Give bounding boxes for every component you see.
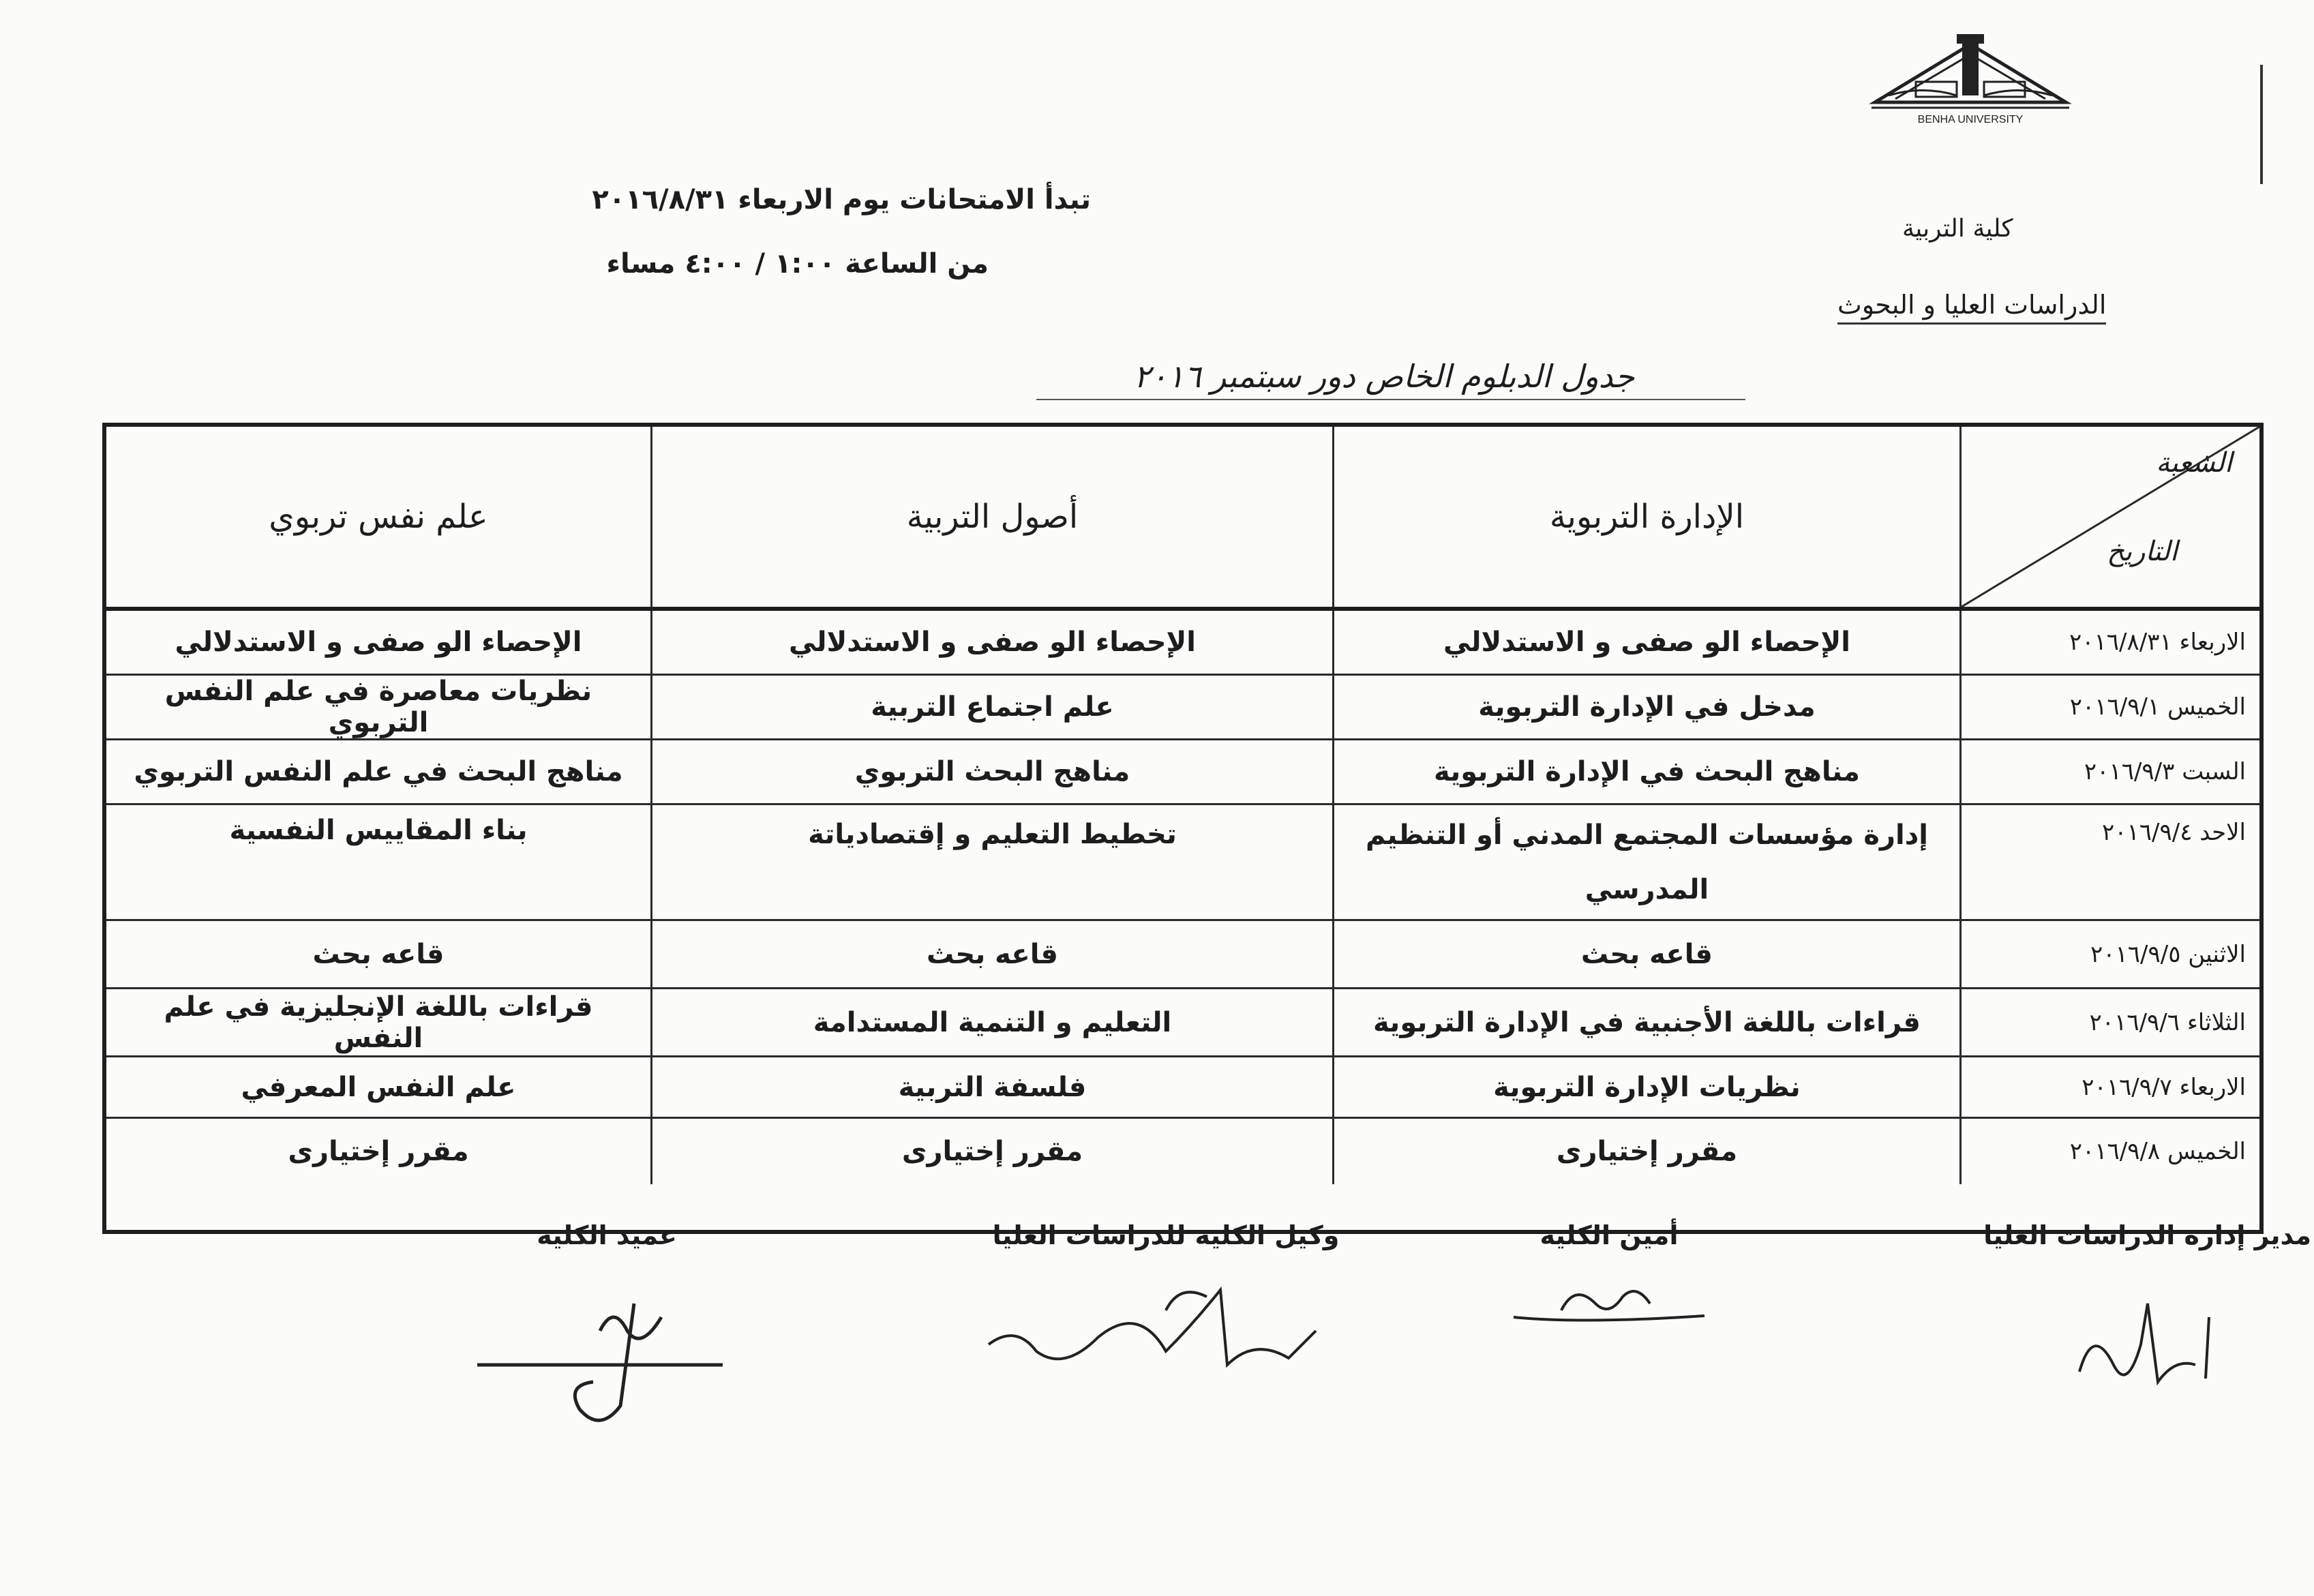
exam-schedule-table <box>102 423 2264 1234</box>
university-logo <box>1868 27 2073 130</box>
date-cell: الخميس ٢٠١٦/٩/١ <box>1959 676 2259 738</box>
foundations-cell: تخطيط التعليم و إقتصادياتة <box>650 805 1332 919</box>
scan-edge-mark <box>2260 65 2263 184</box>
date-cell: الاحد ٢٠١٦/٩/٤ <box>1959 805 2259 919</box>
dean-signature <box>464 1220 750 1440</box>
table-row <box>106 611 2259 676</box>
secretary-signature <box>1500 1220 1718 1358</box>
exam-time-note: من الساعة ١:٠٠ / ٤:٠٠ مساء <box>606 248 989 280</box>
psychology-cell: نظريات معاصرة في علم النفس التربوي <box>164 676 592 738</box>
psychology-cell: مقرر إختيارى <box>288 1136 469 1167</box>
header-col-admin: الإدارة التربوية <box>1332 427 1959 607</box>
header-col-psychology: علم نفس تربوي <box>269 498 488 536</box>
exam-start-note: تبدأ الامتحانات يوم الاربعاء ٢٠١٦/٨/٣١ <box>592 184 1091 215</box>
foundations-cell: مناهج البحث التربوي <box>650 740 1332 803</box>
dean-signature-mark <box>464 1263 750 1440</box>
table-row <box>106 676 2259 740</box>
dean-title: عميد الكلية <box>537 1220 677 1250</box>
date-cell: الاربعاء ٢٠١٦/٩/٧ <box>1959 1057 2259 1117</box>
psychology-cell: بناء المقاييس النفسية <box>229 815 528 846</box>
foundations-cell: مقرر إختيارى <box>650 1119 1332 1184</box>
table-row <box>106 921 2259 989</box>
date-cell: الاربعاء ٢٠١٦/٨/٣١ <box>1959 611 2259 674</box>
department-name: الدراسات العليا و البحوث <box>1837 290 2106 325</box>
admin-cell: الإحصاء الو صفى و الاستدلالي <box>1332 611 1959 674</box>
admin-cell: قاعه بحث <box>1332 921 1959 987</box>
foundations-cell: فلسفة التربية <box>650 1057 1332 1117</box>
psychology-cell: قاعه بحث <box>312 938 445 970</box>
admin-cell: نظريات الإدارة التربوية <box>1332 1057 1959 1117</box>
header-col-foundations: أصول التربية <box>650 427 1332 607</box>
admin-cell: مدخل في الإدارة التربوية <box>1332 676 1959 738</box>
table-row <box>106 740 2259 805</box>
vice-dean-title: وكيل الكلية للدراسات العليا <box>992 1220 1340 1250</box>
admin-cell: مقرر إختيارى <box>1332 1119 1959 1184</box>
date-cell: السبت ٢٠١٦/٩/٣ <box>1959 740 2259 803</box>
secretary-title: أمين الكلية <box>1539 1220 1679 1250</box>
table-row <box>106 1057 2259 1119</box>
header-branch-label: الشعبة <box>2156 447 2232 479</box>
foundations-cell: قاعه بحث <box>650 921 1332 987</box>
faculty-name: كلية التربية <box>1902 215 2013 243</box>
director-signature-mark <box>2039 1263 2257 1413</box>
foundations-cell: التعليم و التنمية المستدامة <box>650 989 1332 1055</box>
date-cell: الخميس ٢٠١٦/٩/٨ <box>1959 1119 2259 1184</box>
header-date-label: التاريخ <box>2107 536 2178 567</box>
psychology-cell: علم النفس المعرفي <box>241 1071 516 1103</box>
vice-dean-signature <box>961 1220 1370 1399</box>
admin-cell: إدارة مؤسسات المجتمع المدني أو التنظيم المدرسي <box>1332 805 1959 919</box>
table-row <box>106 805 2259 921</box>
admin-cell: قراءات باللغة الأجنبية في الإدارة التربوية <box>1332 989 1959 1055</box>
table-row <box>106 1119 2259 1184</box>
psychology-cell: الإحصاء الو صفى و الاستدلالي <box>175 627 582 658</box>
header-branch-date-cell <box>1959 427 2259 607</box>
signature-block <box>225 1220 2311 1527</box>
exam-notes <box>477 184 1091 280</box>
table-row <box>106 989 2259 1057</box>
foundations-cell: الإحصاء الو صفى و الاستدلالي <box>650 611 1332 674</box>
psychology-cell: مناهج البحث في علم النفس التربوي <box>134 756 623 787</box>
table-header-row <box>106 427 2259 611</box>
secretary-signature-mark <box>1500 1263 1718 1358</box>
svg-text:BENHA UNIVERSITY: BENHA UNIVERSITY <box>1917 114 2024 125</box>
admin-cell: مناهج البحث في الإدارة التربوية <box>1332 740 1959 803</box>
foundations-cell: علم اجتماع التربية <box>650 676 1332 738</box>
director-title: مدير إدارة الدراسات العليا <box>1983 1220 2311 1250</box>
schedule-title: جدول الدبلوم الخاص دور سبتمبر ٢٠١٦ <box>1009 358 1759 395</box>
director-signature <box>1983 1220 2311 1413</box>
date-cell: الثلاثاء ٢٠١٦/٩/٦ <box>1959 989 2259 1055</box>
date-cell: الاثنين ٢٠١٦/٩/٥ <box>1959 921 2259 987</box>
vice-dean-signature-mark <box>961 1263 1370 1399</box>
psychology-cell: قراءات باللغة الإنجليزية في علم النفس <box>164 991 593 1054</box>
